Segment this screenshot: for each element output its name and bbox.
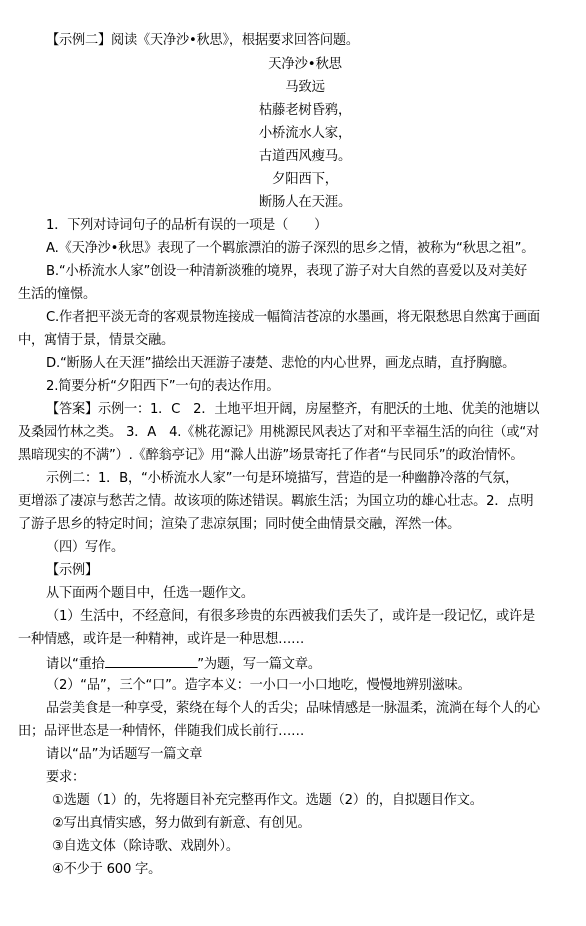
requirements-label: 要求：	[46, 770, 85, 785]
poem-title: 天净沙•秋思	[268, 57, 342, 72]
topic-one-prompt-post: ”为题，写一篇文章。	[197, 657, 321, 672]
question1-stem: 1．下列对诗词句子的品析有误的一项是（ ）	[46, 218, 328, 233]
answer-line: 【答案】示例一：1．C 2．土地平坦开阔，房屋整齐，有肥沃的土地、优美的池塘以	[46, 402, 540, 417]
title-blank	[105, 652, 198, 668]
question1-option-d: D.“断肠人在天涯”描绘出天涯游子凄楚、悲怆的内心世界，画龙点睛，直抒胸臆。	[46, 356, 516, 371]
poem-line: 枯藤老树昏鸦，	[258, 103, 352, 118]
requirement-item: ④不少于 600 字。	[52, 862, 162, 877]
answer-line: 更增添了凄凉与愁苦之情。故该项的陈述错误。羁旅生活；为国立功的雄心壮志。2．点明	[18, 494, 534, 509]
poem-line: 小桥流水人家，	[258, 126, 352, 141]
example-instruction: 从下面两个题目中，任选一题作文。	[46, 586, 254, 601]
topic-two-prompt: 请以“品”为话题写一篇文章	[46, 747, 203, 762]
topic-one-prompt-pre: 请以“重拾	[46, 657, 105, 672]
intro-text: 阅读《天净沙•秋思》，根据要求回答问题。	[110, 33, 359, 48]
answer-line: 黑暗现实的不满”）.《醉翁亭记》用“滁人出游”场景寄托了作者“与民同乐”的政治情怀。	[18, 448, 524, 463]
answer-line: 了游子思乡的特定时间；渲染了悲凉氛围；同时使全曲情景交融，浑然一体。	[18, 517, 461, 532]
poem-author: 马致远	[285, 80, 325, 95]
topic-one-text: （1）生活中，不经意间，有很多珍贵的东西被我们丢失了，或许是一段记忆，或许是	[46, 609, 536, 624]
question1-option-c-cont: 中，寓情于景，情景交融。	[18, 333, 175, 348]
topic-two-text: （2）“品”，三个“口”。造字本义：一小口一小口地吃，慢慢地辨别滋味。	[46, 678, 471, 693]
topic-one-prompt	[46, 652, 578, 676]
requirement-item: ②写出真情实感，努力做到有新意、有创见。	[52, 816, 311, 831]
question1-option-b-cont: 生活的憧憬。	[18, 287, 97, 302]
topic-two-text-cont: 田；品评世态是一种情怀，伴随我们成长前行……	[18, 724, 305, 739]
poem-line: 古道西风瘦马。	[258, 149, 352, 164]
requirement-item: ①选题（1）的，先将题目补充完整再作文。选题（2）的，自拟题目作文。	[52, 793, 483, 808]
example-two-label: 【示例二】	[46, 33, 111, 48]
question1-option-c: C.作者把平淡无奇的客观景物连接成一幅简洁苍凉的水墨画，将无限愁思自然寓于画面	[46, 310, 540, 325]
example-label: 【示例】	[46, 563, 98, 578]
answer-line: 及桑园竹林之类。 3．A 4.《桃花源记》用桃源民风表达了对和平幸福生活的向往（或“对	[18, 425, 540, 440]
answer-line: 示例二：1．B，“小桥流水人家”一句是环境描写，营造的是一种幽静冷落的气氛，	[46, 471, 519, 486]
topic-one-text-cont: 一种情感，或许是一种精神，或许是一种思想……	[18, 632, 305, 647]
poem-line: 断肠人在天涯。	[258, 195, 352, 210]
question1-option-b: B.“小桥流水人家”创设一种清新淡雅的境界，表现了游子对大自然的喜爱以及对美好	[46, 264, 527, 279]
intro-line	[46, 30, 578, 52]
section-four-heading: （四）写作。	[46, 540, 124, 555]
topic-two-text-cont: 品尝美食是一种享受，萦绕在每个人的舌尖；品味情感是一脉温柔，流淌在每个人的心	[46, 701, 540, 716]
question1-option-a: A.《天净沙•秋思》表现了一个羁旅漂泊的游子深烈的思乡之情，被称为“秋思之祖”。	[46, 241, 535, 256]
question2: 2.简要分析“夕阳西下”一句的表达作用。	[46, 379, 280, 394]
requirement-item: ③自选文体（除诗歌、戏剧外）。	[52, 839, 239, 854]
poem-line: 夕阳西下，	[272, 172, 338, 187]
